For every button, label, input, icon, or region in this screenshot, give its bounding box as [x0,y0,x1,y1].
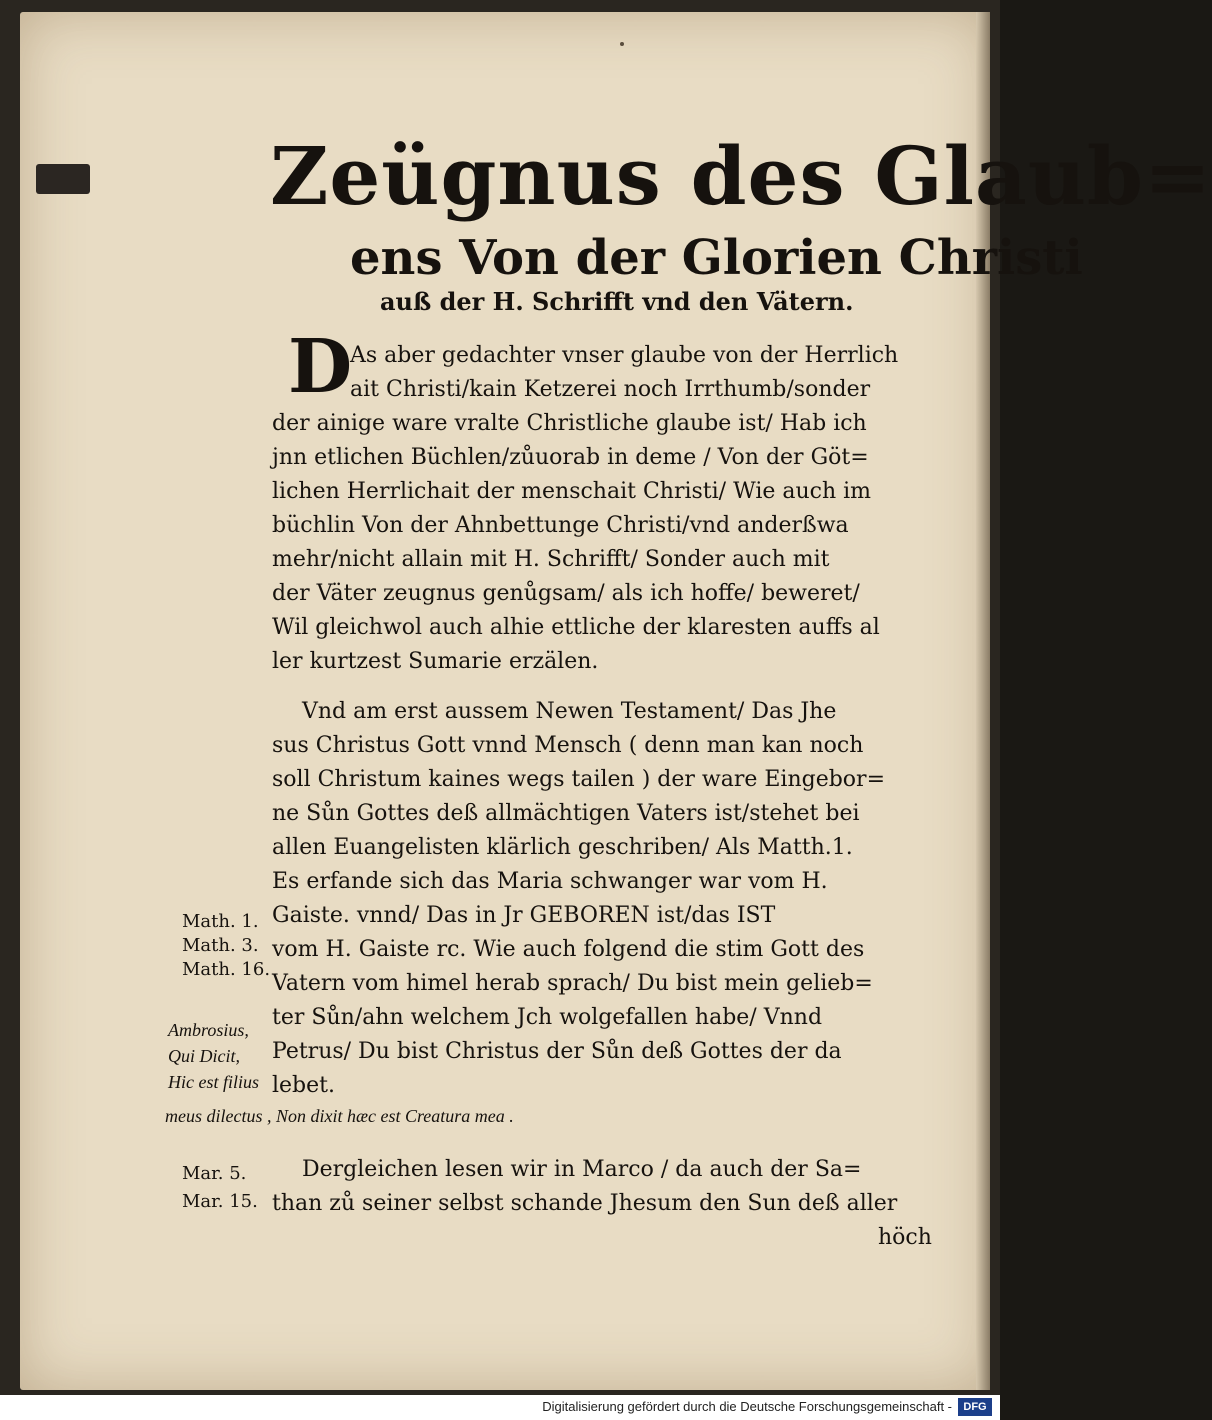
paragraph1-line: der Väter zeugnus genůgsam/ als ich hoffe/ beweret/ [272,581,860,606]
paragraph2-line: ne Sůn Gottes deß allmächtigen Vaters ist/stehet bei [272,801,860,826]
margin-note: Mar. 5. [182,1163,247,1184]
paragraph2-line: soll Christum kaines wegs tailen ) der ware Eingebor= [272,767,886,792]
margin-note: Math. 3. [182,935,259,956]
paragraph2-line: ter Sůn/ahn welchem Jch wolgefallen habe/ Vnnd [272,1005,823,1030]
paragraph2-line: Petrus/ Du bist Christus der Sůn deß Gottes der da [272,1039,842,1064]
margin-note: Qui Dicit, [168,1046,240,1066]
paragraph2-line: Gaiste. vnnd/ Das in Jr GEBOREN ist/das IST [272,903,776,928]
paragraph1-line: der ainige ware vralte Christliche glaube ist/ Hab ich [272,411,867,436]
paragraph1-line: ait Christi/kain Ketzerei noch Irrthumb/sonder [350,377,871,402]
paragraph2-line: Vatern vom himel herab sprach/ Du bist mein gelieb= [272,971,873,996]
paragraph1-line: mehr/nicht allain mit H. Schrifft/ Sonder auch mit [272,547,830,572]
paragraph1-line: büchlin Von der Ahnbettunge Christi/vnd anderßwa [272,513,849,538]
margin-note: Ambrosius, [168,1020,249,1040]
paragraph2-line: vom H. Gaiste rc. Wie auch folgend die stim Gott des [272,937,865,962]
paragraph1-line: lichen Herrlichait der menschait Christi/ Wie auch im [272,479,872,504]
drop-cap: D [288,324,353,410]
footer-bar [0,1395,1000,1420]
latin-quote: meus dilectus , Non dixit hæc est Creatura mea . [165,1106,514,1126]
margin-note: Math. 16. [182,959,271,980]
page-title: Zeügnus des Glaub= [270,129,1212,223]
page-text [20,12,1212,1390]
paragraph2-line: Es erfande sich das Maria schwanger war vom H. [272,869,828,894]
footer-credit: Digitalisierung gefördert durch die Deutsche Forschungsgemeinschaft - [542,1399,952,1414]
subtitle-line-2: auß der H. Schrifft vnd den Vätern. [380,287,854,316]
margin-note: Math. 1. [182,911,259,932]
paragraph3-line: höch [878,1225,932,1250]
margin-note: Mar. 15. [182,1191,258,1212]
paragraph3-line: than zů seiner selbst schande Jhesum den Sun deß aller [272,1191,898,1216]
paragraph1-line: ler kurtzest Sumarie erzälen. [272,649,599,674]
margin-note: Hic est filius [168,1072,259,1092]
paragraph2-line: lebet. [272,1073,335,1098]
paragraph3-line: Dergleichen lesen wir in Marco / da auch der Sa= [302,1157,862,1182]
book-page [20,12,1212,1390]
subtitle-line-1: ens Von der Glorien Christi [350,230,1083,286]
paragraph2-line: sus Christus Gott vnnd Mensch ( denn man kan noch [272,733,864,758]
paragraph1-line: As aber gedachter vnser glaube von der Herrlich [350,343,899,368]
paragraph2-line: Vnd am erst aussem Newen Testament/ Das Jhe [302,699,837,724]
paragraph2-line: allen Euangelisten klärlich geschriben/ Als Matth.1. [272,835,853,860]
paragraph1-line: Wil gleichwol auch alhie ettliche der klaresten auffs al [272,615,880,640]
paragraph1-line: jnn etlichen Büchlen/zůuorab in deme / Von der Göt= [272,445,869,470]
dfg-logo-icon[interactable]: DFG [958,1398,992,1416]
